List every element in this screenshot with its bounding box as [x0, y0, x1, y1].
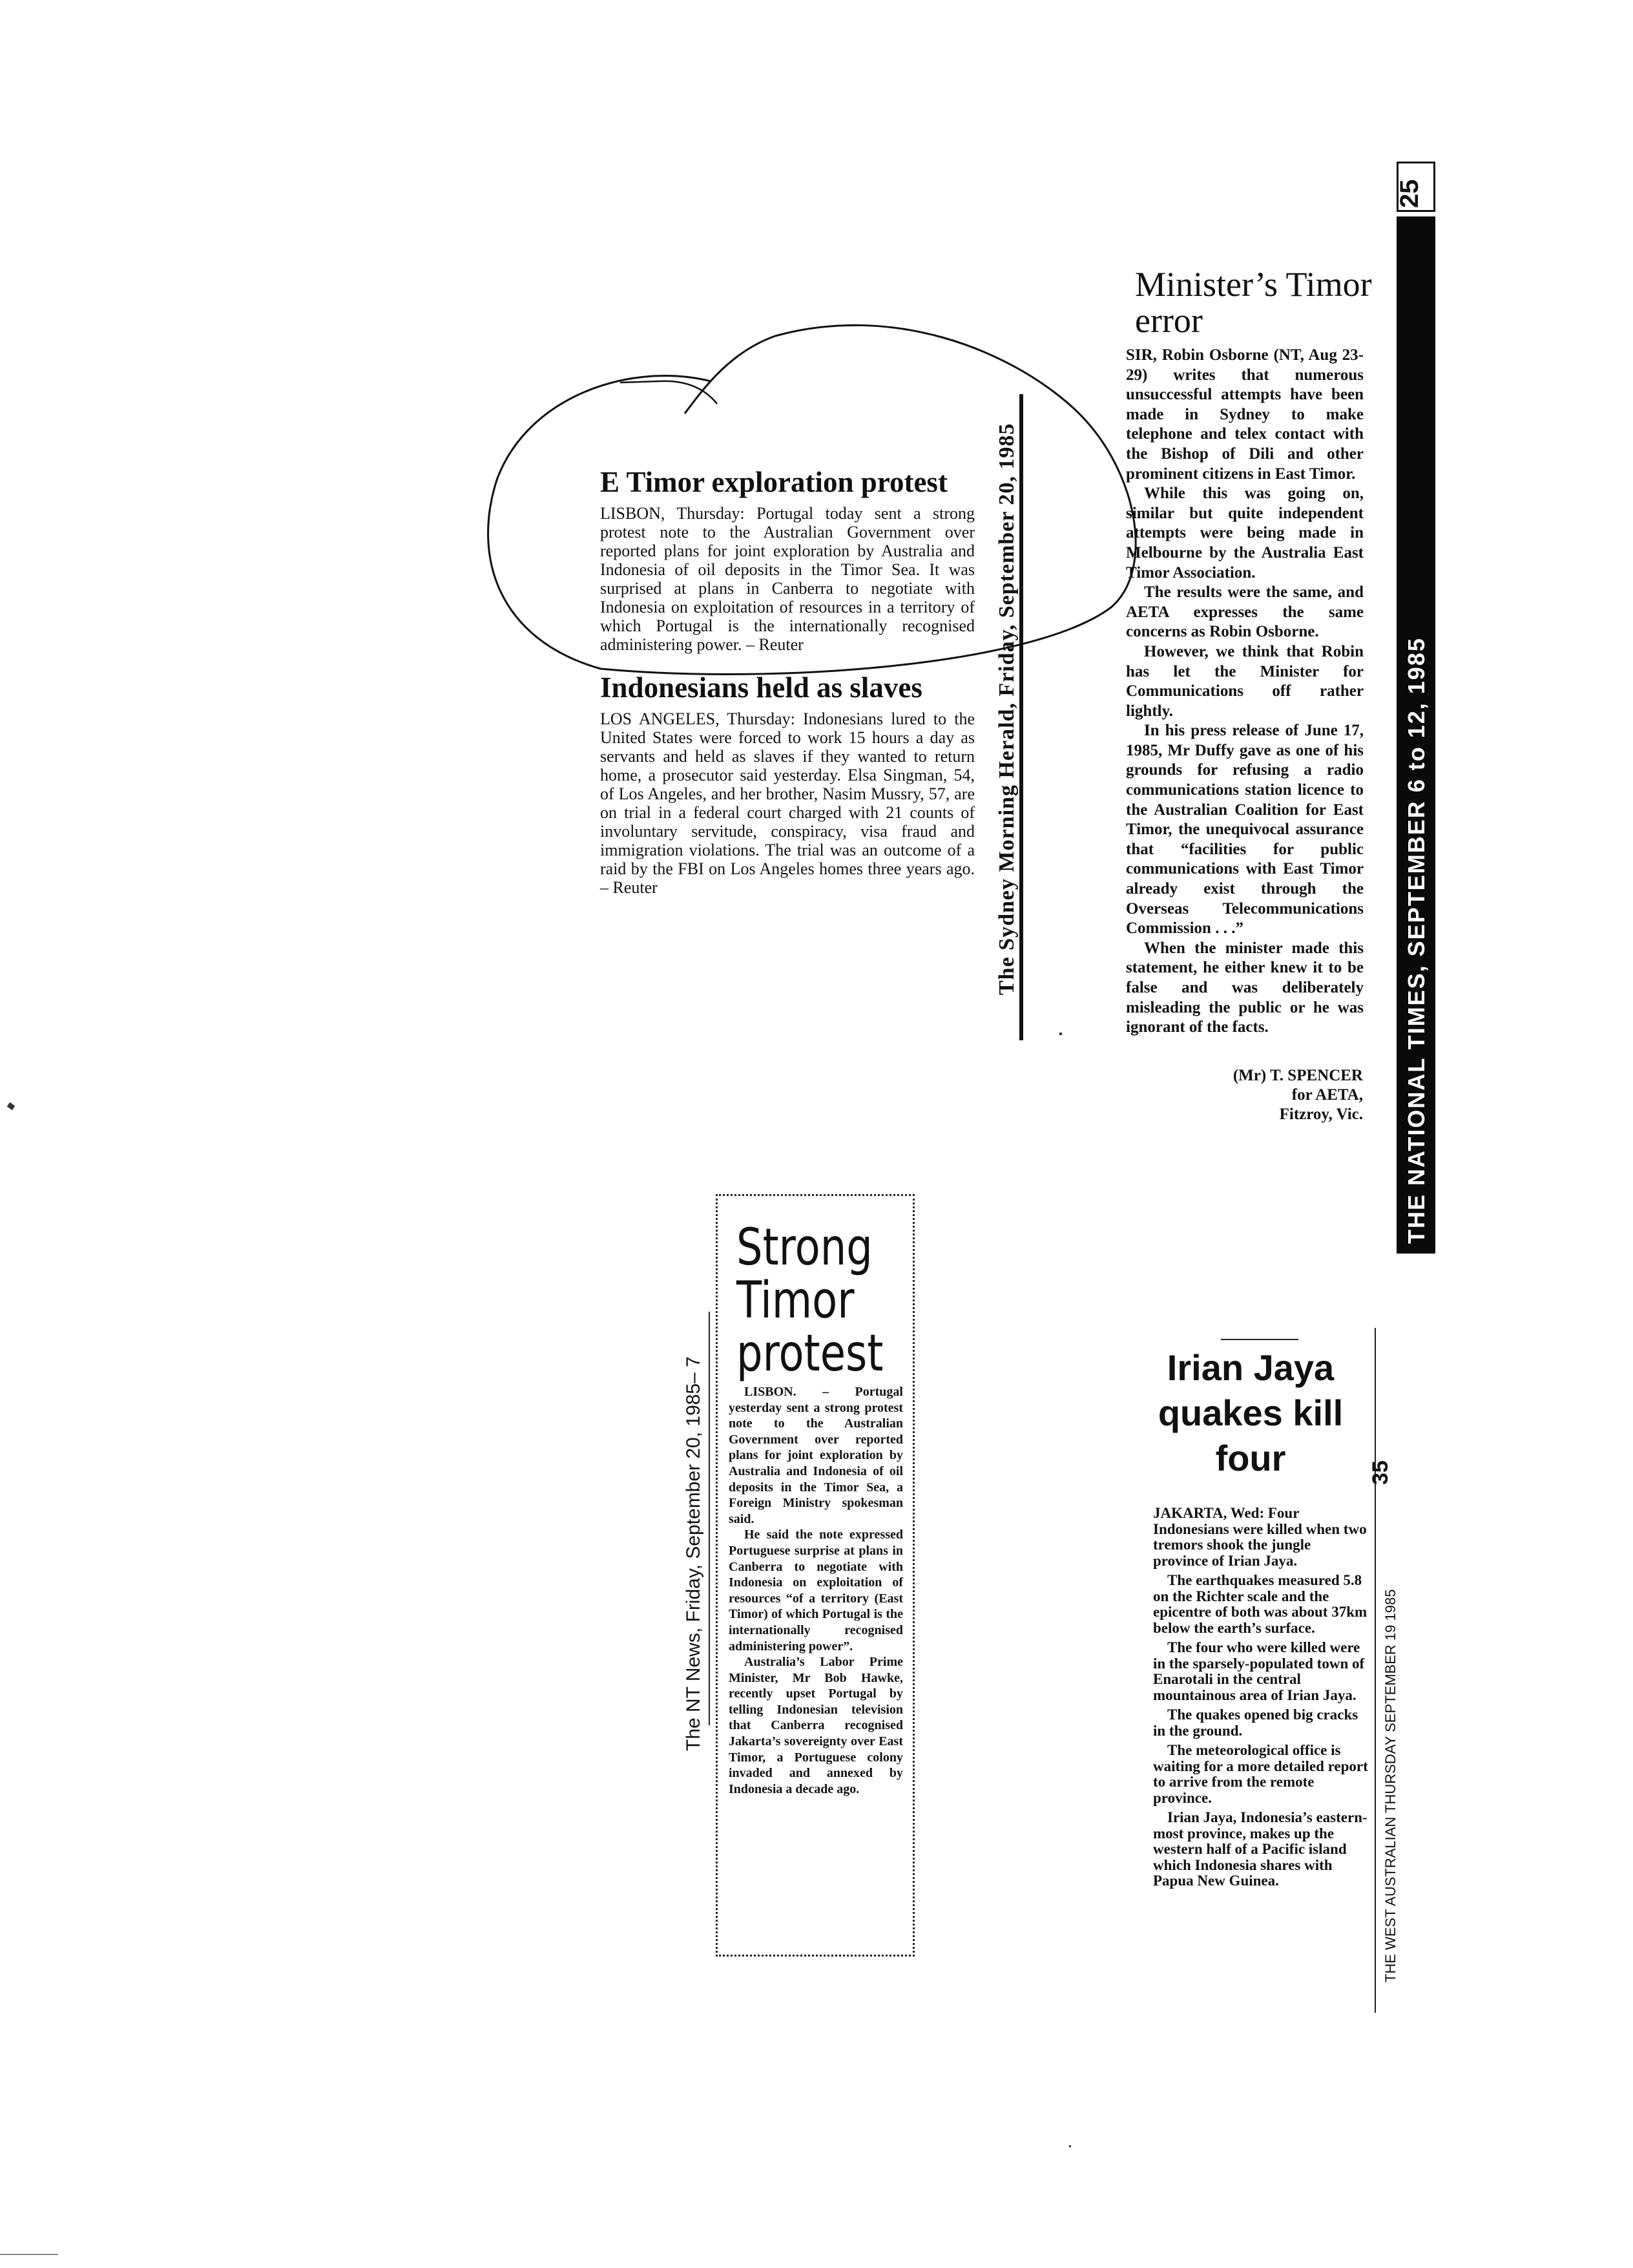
scan-speck [1069, 2145, 1071, 2147]
nt-paragraph: The results were the same, and AETA expresses the same concerns as Robin Osborne. [1126, 583, 1364, 641]
nt-paragraph: In his press release of June 17, 1985, Mr Duffy gave as one of his grounds for refusing a radio communications station licence to the Australian Coalition for East Timor, the unequivocal assurance that “facilities for public communications with East Timor already exist through the Overseas Telecommunications Commission . . .” [1126, 722, 1364, 938]
wa-side-rule [1375, 1328, 1376, 2013]
scan-speck [1059, 1033, 1062, 1035]
wa-paragraph: The earthquakes measured 5.8 on the Richter scale and the epicentre of both was about 37km below the earth’s surface. [1153, 1572, 1368, 1636]
nt-signature [1163, 1066, 1363, 1124]
nt-page-number: 25 [1395, 179, 1424, 208]
wa-body [1153, 1506, 1369, 1893]
ntn-body [729, 1384, 903, 1797]
wa-top-rule [1221, 1339, 1298, 1340]
wa-paragraph: JAKARTA, Wed: Four Indonesians were killed when two tremors shook the jungle province of Irian Jaya. [1153, 1505, 1367, 1569]
ntn-paragraph: LISBON. – Portugal yesterday sent a strong protest note to the Australian Government over reported plans for joint exploration by Australia and Indonesia of oil deposits in the Timor Sea, a Foreign Ministry spokesman said. [729, 1385, 903, 1526]
nt-paragraph: While this was going on, similar but quite independent attempts were being made in Melbourne by the Australia East Timor Association. [1126, 485, 1364, 582]
smh-body-2: LOS ANGELES, Thursday: Indonesians lured to the United States were forced to work 15 hours a day as servants and held as slaves if they wanted to return home, a prosecutor said yesterday. Elsa Singman, 54, of Los Angeles, and her brother, Nasim Mussry, 57, are on trial in a federal court charged with 21 counts of involuntary servitude, conspiracy, visa fraud and immigration violations. The trial was an outcome of a raid by the FBI on Los Angeles homes three years ago. – Reuter [600, 709, 975, 897]
ntn-paragraph: He said the note expressed Portuguese surprise at plans in Canberra to negotiate with Indonesia on exploitation of resources “of a territory (East Timor) of which Portugal is the internationally recognised administering power”. [729, 1528, 903, 1654]
nt-signature-org: for AETA, [1291, 1086, 1363, 1104]
wa-paragraph: Irian Jaya, Indonesia’s eastern-most province, makes up the western half of a Pacific island which Indonesia shares with Papua New Guinea. [1153, 1809, 1368, 1889]
smh-masthead: The Sydney Morning Herald, Friday, September 20, 1985 [995, 423, 1019, 995]
ntn-headline: Strong Timor protest [736, 1219, 884, 1383]
nt-paragraph: When the minister made this statement, he either knew it to be false and was deliberately misleading the public or he was ignorant of the facts. [1126, 939, 1364, 1036]
wa-masthead: THE WEST AUSTRALIAN THURSDAY SEPTEMBER 19 1985 [1382, 1589, 1399, 1982]
ntn-masthead: The NT News, Friday, September 20, 1985– 7 [683, 1356, 704, 1751]
wa-headline: Irian Jaya quakes kill four [1158, 1347, 1344, 1478]
nt-headline: Minister’s Timor error [1135, 265, 1372, 340]
scan-edge-line [0, 2254, 58, 2255]
smh-headline-2: Indonesians held as slaves [600, 671, 922, 704]
wa-paragraph: The meteorological office is waiting for a more detailed report to arrive from the remote province. [1153, 1742, 1368, 1806]
smh-headline-1: E Timor exploration protest [600, 466, 948, 498]
nt-signature-place: Fitzroy, Vic. [1279, 1106, 1363, 1123]
wa-page-number: 35 [1368, 1460, 1393, 1485]
nt-paragraph: SIR, Robin Osborne (NT, Aug 23-29) writes that numerous unsuccessful attempts have been made in Sydney to make telephone and telex contact with the Bishop of Dili and other prominent citizens in East Timor. [1126, 346, 1364, 483]
smh-body-1: LISBON, Thursday: Portugal today sent a strong protest note to the Australian Government over reported plans for joint exploration by Australia and Indonesia of oil deposits in the Timor Sea. It was surprised at plans in Canberra to negotiate with Indonesia on exploitation of resources in a territory of which Portugal is the internationally recognised administering power. – Reuter [600, 504, 975, 654]
nt-masthead: THE NATIONAL TIMES, SEPTEMBER 6 to 12, 1985 [1403, 637, 1430, 1244]
nt-signature-name: (Mr) T. SPENCER [1233, 1067, 1363, 1084]
smh-column-rule [1019, 394, 1023, 1040]
nt-letter-body [1126, 346, 1364, 1038]
ntn-side-rule [709, 1312, 710, 1725]
nt-paragraph: However, we think that Robin has let the Minister for Communications off rather lightly. [1126, 642, 1364, 720]
ntn-paragraph: Australia’s Labor Prime Minister, Mr Bob Hawke, recently upset Portugal by telling Indonesian television that Canberra recognised Jakarta’s sovereignty over East Timor, a Portuguese colony invaded and annexed by Indonesia a decade ago. [729, 1655, 903, 1796]
wa-paragraph: The four who were killed were in the sparsely-populated town of Enarotali in the central mountainous area of Irian Jaya. [1153, 1639, 1365, 1703]
wa-paragraph: The quakes opened big cracks in the ground. [1153, 1706, 1358, 1739]
